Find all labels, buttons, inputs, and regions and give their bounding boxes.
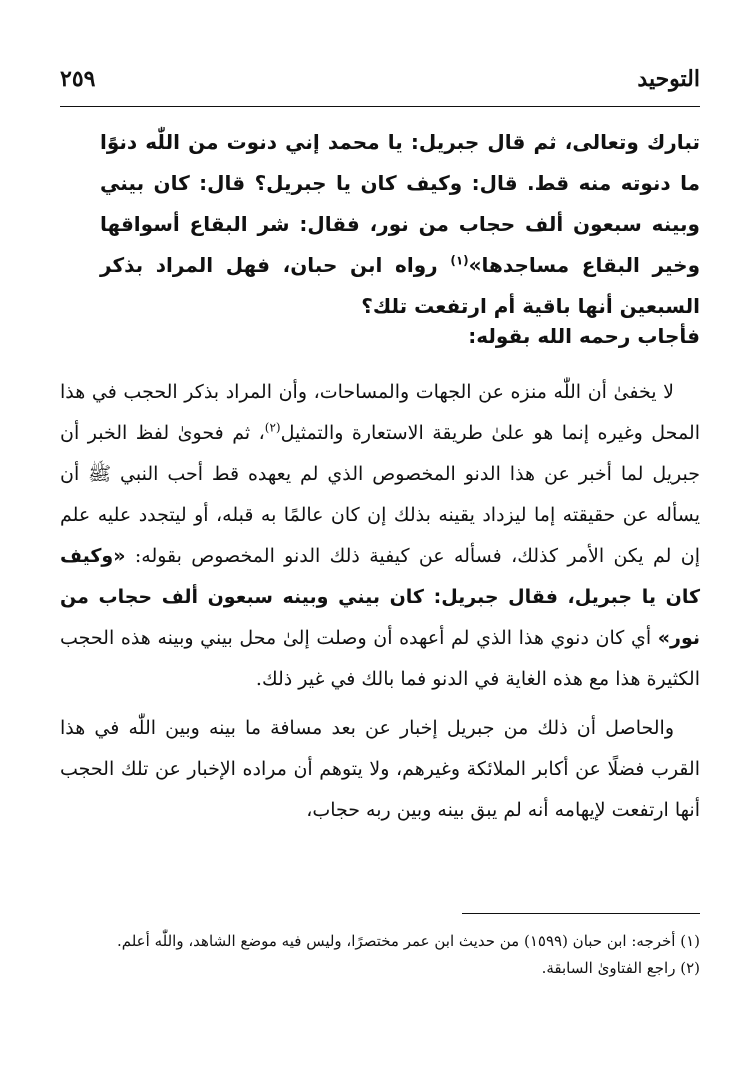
- question-rest: رواه ابن حبان، فهل المراد بذكر السبعين أنها باقية أم ارتفعت تلك؟: [100, 253, 700, 318]
- p1-text-b: ، ثم فحوىٰ لفظ الخبر أن جبريل لما أخبر عن هذا الدنو المخصوص الذي لم يعهده قط أحب النبي ﷺ أن يسأله عن حقيقته إما ليزداد يقينه بذلك إن كان عالمًا به قبله، أو ليتجدد عليه علم إن لم يكن الأمر كذلك، فسأله عن كيفية ذلك الدنو المخصوص بقوله:: [60, 422, 700, 567]
- body-paragraph-1: [60, 372, 700, 700]
- p1-text-c: أي كان دنوي هذا الذي لم أعهده أن وصلت إلىٰ محل بيني وبينه هذه الحجب الكثيرة هذا مع هذه الغاية في الدنو فما بالك في غير ذلك.: [60, 627, 700, 690]
- footnote-ref-2[interactable]: (٢): [264, 420, 281, 435]
- footnote-rule: [462, 913, 700, 914]
- body-paragraph-2: والحاصل أن ذلك من جبريل إخبار عن بعد مسافة ما بينه وبين اللّٰه في هذا القرب فضلًا عن أكابر الملائكة وغيرهم، ولا يتوهم أن مراده الإخبار عن تلك الحجب أنها ارتفعت لإيهامه أنه لم يبق بينه وبين ربه حجاب،: [60, 717, 700, 821]
- footnote-1: (١) أخرجه: ابن حبان (١٥٩٩) من حديث ابن عمر مختصرًا، وليس فيه موضع الشاهد، واللّٰه أعلم.: [116, 932, 700, 950]
- footnote-ref-1[interactable]: (١): [450, 253, 469, 268]
- header-rule: [60, 106, 700, 107]
- p1-quote-bold: «وكيف كان يا جبريل، فقال جبريل: كان بيني وبينه سبعون ألف حجاب من نور»: [60, 545, 700, 649]
- page-header: [60, 66, 700, 102]
- running-title: التوحيد: [637, 66, 700, 92]
- answer-body: [60, 372, 700, 831]
- p1-text-a: لا يخفىٰ أن اللّٰه منزه عن الجهات والمساحات، وأن المراد بذكر الحجب في هذا المحل وغيره إنما هو علىٰ طريقة الاستعارة والتمثيل: [60, 381, 701, 444]
- question-paragraph: [100, 122, 700, 327]
- answer-heading: فأجاب رحمه الله بقوله:: [468, 324, 700, 348]
- page-number: ٢٥٩: [60, 66, 96, 92]
- footnote-2: (٢) راجع الفتاوىٰ السابقة.: [541, 959, 700, 977]
- question-text: تبارك وتعالى، ثم قال جبريل: يا محمد إني دنوت من اللّٰه دنوًا ما دنوته منه قط. قال: وكيف كان يا جبريل؟ قال: كان بيني وبينه سبعون ألف حجاب من نور، فقال: شر البقاع أسواقها وخير البقاع مساجدها»: [100, 130, 701, 277]
- footnotes: [60, 928, 700, 982]
